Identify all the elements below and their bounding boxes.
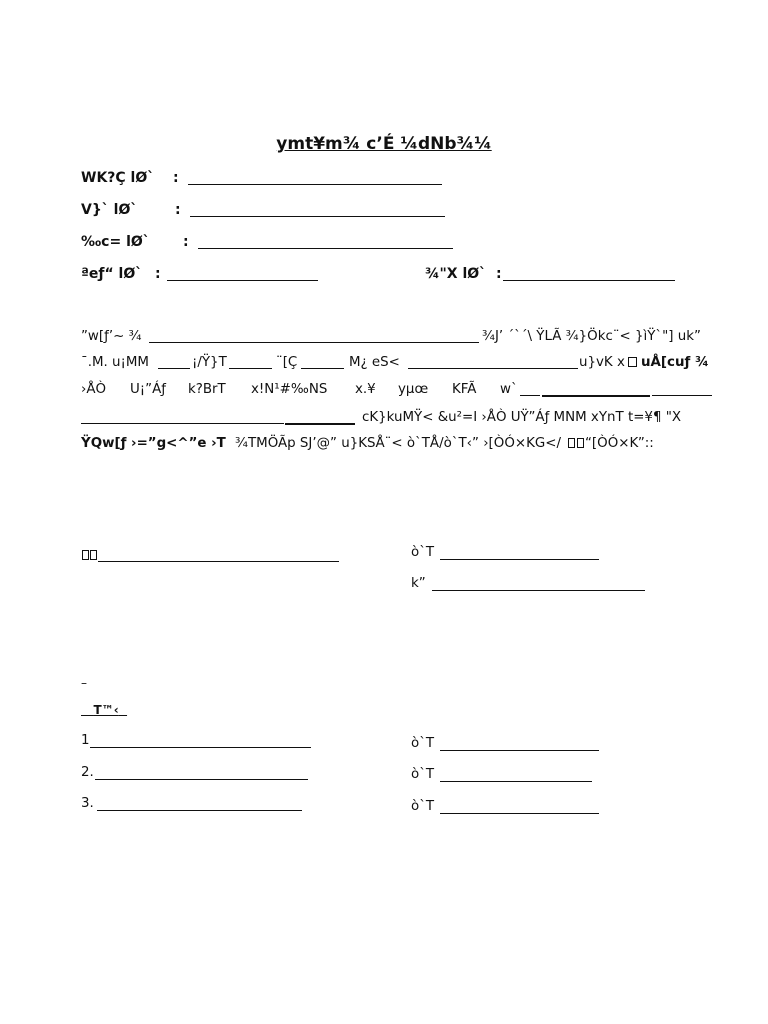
field-row-2 bbox=[81, 202, 137, 218]
field-separator: : bbox=[155, 266, 161, 282]
signature-label: ò`T bbox=[411, 545, 435, 560]
witness-number: 1 bbox=[81, 733, 90, 748]
para-text: ”w[ƒ’~ ¾ bbox=[81, 329, 142, 344]
para-blank-line bbox=[301, 356, 344, 369]
para-text: yµœ bbox=[398, 382, 429, 397]
glyph-box-icon bbox=[577, 438, 584, 448]
witness-sign-line bbox=[440, 769, 592, 782]
field-blank-line bbox=[167, 268, 318, 281]
field-blank-line bbox=[198, 236, 453, 249]
para-text: KFÃ bbox=[452, 382, 477, 397]
witness-sign-label: ò`T bbox=[411, 736, 435, 751]
para-blank-line bbox=[149, 330, 479, 343]
glyph-box-icon bbox=[90, 550, 97, 560]
para-text: ¾J’ ´`´\ ŸLÃ ¾}Ökc¨< }ìŸ`"] uk” bbox=[482, 329, 701, 344]
para-text: u}vK x bbox=[579, 355, 625, 370]
field-row-4 bbox=[81, 266, 142, 282]
field-label: ‰c= lØ` bbox=[81, 234, 150, 250]
witness-blank-line bbox=[95, 767, 308, 780]
para-blank-line bbox=[285, 411, 355, 425]
witness-heading bbox=[81, 703, 127, 717]
para-text: w` bbox=[500, 382, 518, 397]
para-text: ¯.M. u¡MM bbox=[81, 355, 149, 370]
para-text: ¨[Ç bbox=[276, 355, 298, 370]
field-separator: : bbox=[173, 170, 179, 186]
glyph-box-icon bbox=[568, 438, 575, 448]
para-blank-line bbox=[652, 383, 712, 396]
field-blank-line bbox=[190, 204, 445, 217]
field-label: WK?Ç lØ` bbox=[81, 170, 155, 186]
para-text: U¡”Áƒ bbox=[130, 382, 166, 397]
field-row-3 bbox=[81, 234, 150, 250]
para-text: uÅ[cuƒ ¾ bbox=[641, 355, 709, 370]
field-separator: : bbox=[175, 202, 181, 218]
para-blank-line bbox=[158, 356, 190, 369]
witness-heading-text: T™‹ bbox=[93, 703, 119, 717]
field-separator: : bbox=[183, 234, 189, 250]
para-blank-line bbox=[81, 411, 284, 424]
para-text: k?BrT bbox=[188, 382, 226, 397]
signature-blank-line bbox=[440, 547, 599, 560]
para-text: ›ÅÒ bbox=[81, 382, 107, 397]
field-label: ¾"X lØ` bbox=[425, 266, 487, 282]
witness-sign-line bbox=[440, 738, 599, 751]
witness-blank-line bbox=[90, 735, 311, 748]
glyph-box-icon bbox=[628, 357, 637, 367]
para-text: “[ÒÓ×K”:: bbox=[585, 436, 654, 451]
para-blank-line bbox=[408, 356, 578, 369]
para-text: x.¥ bbox=[355, 382, 376, 397]
para-text: ¡/Ÿ}T bbox=[192, 355, 227, 370]
para-blank-line bbox=[542, 383, 650, 397]
witness-sign-label: ò`T bbox=[411, 799, 435, 814]
field-blank-line bbox=[503, 268, 675, 281]
date-blank-line bbox=[432, 578, 645, 591]
date-label: k” bbox=[411, 576, 426, 591]
para-text: x!N¹#‰NS bbox=[251, 382, 328, 397]
witness-number: 3. bbox=[81, 796, 94, 811]
field-label: ªeƒ“ lØ` bbox=[81, 266, 143, 282]
para-blank-line bbox=[229, 356, 272, 369]
document-title: ymt¥m¾ c’É ¼dNb¾¼ bbox=[276, 134, 492, 154]
glyph-box-icon bbox=[82, 550, 89, 560]
signature-blank-line bbox=[98, 549, 339, 562]
para-text: ¾TMÖÃp SJ’@” u}KSÅ¨< ò`TÅ/ò`T‹” ›[ÒÓ×KG</ bbox=[235, 436, 561, 451]
field-row-1 bbox=[81, 170, 154, 186]
para-text: cK}kuMŸ< &u²=I ›ÅÒ UŸ”Áƒ MNM xYnT t=¥¶ "X bbox=[362, 410, 682, 425]
witness-sign-line bbox=[440, 801, 599, 814]
witness-sign-label: ò`T bbox=[411, 767, 435, 782]
field-label: V}` lØ` bbox=[81, 202, 138, 218]
field-blank-line bbox=[188, 172, 442, 185]
field-row-right bbox=[425, 266, 486, 282]
para-text: M¿ eS< bbox=[349, 355, 400, 370]
witness-blank-line bbox=[97, 798, 302, 811]
para-blank-line bbox=[520, 383, 540, 396]
dash-mark: – bbox=[81, 676, 87, 690]
para-text: ŸQw[ƒ ›=”g<^”e ›T bbox=[81, 436, 226, 451]
field-separator: : bbox=[496, 266, 502, 282]
witness-number: 2. bbox=[81, 765, 94, 780]
